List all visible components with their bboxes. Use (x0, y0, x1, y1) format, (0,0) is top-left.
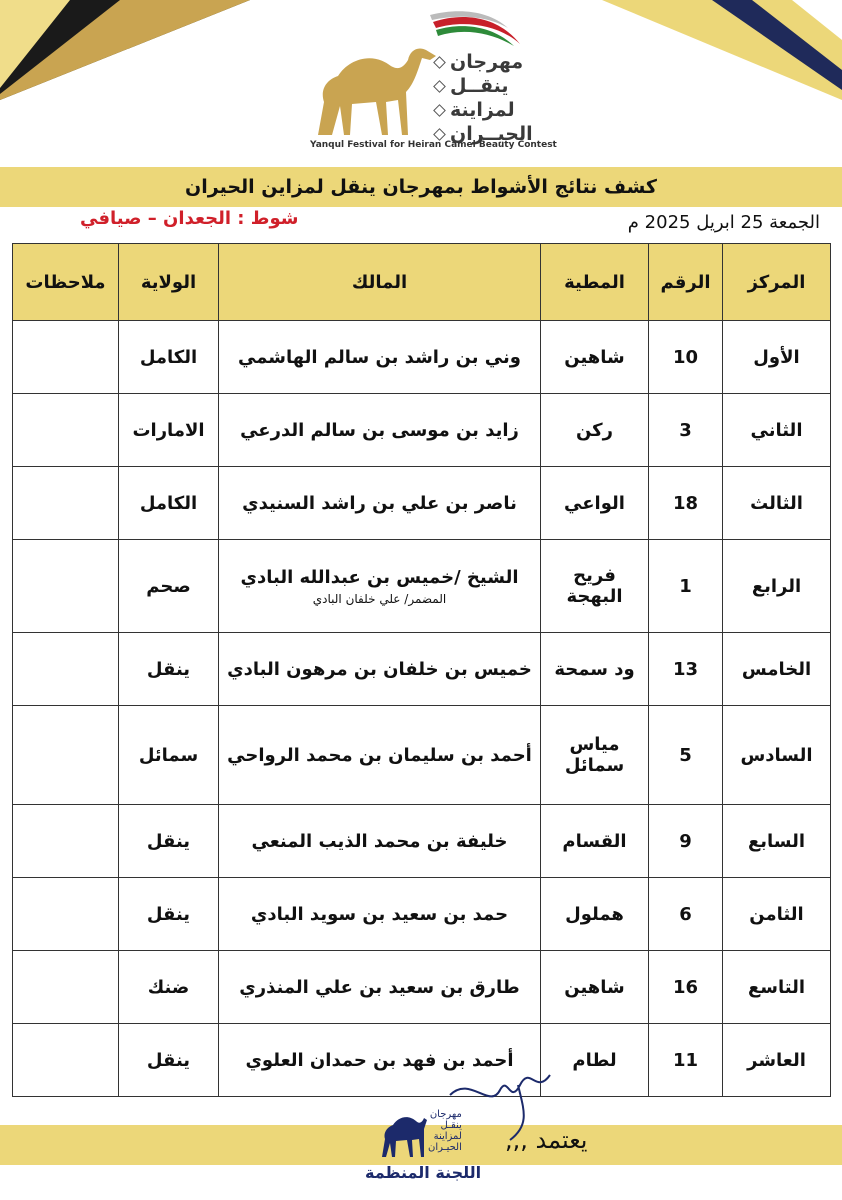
cell-notes (13, 467, 119, 540)
table-row (13, 321, 831, 394)
cell-notes (13, 1024, 119, 1097)
stamp-camel-icon (378, 1109, 428, 1159)
header-owner: المالك (219, 244, 541, 321)
owner-trainer-note: المضمر/ علي خلفان البادي (312, 591, 447, 606)
cell-number: 5 (649, 706, 723, 805)
header-camel: المطية (541, 244, 649, 321)
flag-swoosh-icon (428, 10, 528, 50)
table-row (13, 951, 831, 1024)
owner-name: حمد بن سعيد بن سويد البادي (250, 903, 509, 925)
logo-line: مهرجان (435, 50, 533, 74)
festival-logo (310, 10, 557, 160)
owner-name: زايد بن موسى بن سالم الدرعي (240, 419, 519, 441)
approval-text: يعتمد ,,, (505, 1126, 588, 1154)
cell-number: 11 (649, 1024, 723, 1097)
cell-notes (13, 951, 119, 1024)
owner-name: الشيخ /خميس بن عبدالله البادي (240, 566, 519, 588)
cell-camel: مياس سمائل (541, 706, 649, 805)
logo-title-lines (435, 50, 533, 146)
cell-owner (219, 321, 541, 394)
cell-owner (219, 394, 541, 467)
cell-camel: الواعي (541, 467, 649, 540)
cell-state: صحم (119, 540, 219, 633)
diamond-icon (433, 128, 446, 141)
stamp-text: مهرجان ينقـل لمزاينة الحيـران (428, 1109, 462, 1153)
cell-position: الثامن (723, 878, 831, 951)
committee-stamp (378, 1105, 498, 1167)
table-row (13, 706, 831, 805)
cell-number: 1 (649, 540, 723, 633)
cell-position: السادس (723, 706, 831, 805)
table-header-row (13, 244, 831, 321)
cell-state: الكامل (119, 467, 219, 540)
cell-number: 6 (649, 878, 723, 951)
cell-owner (219, 633, 541, 706)
cell-number: 3 (649, 394, 723, 467)
cell-state: الامارات (119, 394, 219, 467)
table-row (13, 540, 831, 633)
cell-owner (219, 706, 541, 805)
table-row (13, 1024, 831, 1097)
cell-position: الأول (723, 321, 831, 394)
owner-name: ناصر بن علي بن راشد السنيدي (242, 492, 517, 514)
cell-number: 10 (649, 321, 723, 394)
cell-camel: فريح البهجة (541, 540, 649, 633)
cell-camel: هملول (541, 878, 649, 951)
owner-name: أحمد بن فهد بن حمدان العلوي (245, 1049, 514, 1071)
cell-notes (13, 633, 119, 706)
top-left-corner-decoration (0, 0, 260, 110)
cell-state: سمائل (119, 706, 219, 805)
page-title: كشف نتائج الأشواط بمهرجان ينقل لمزاين الحيران (185, 176, 657, 198)
cell-owner (219, 467, 541, 540)
cell-notes (13, 540, 119, 633)
cell-state: ينقل (119, 1024, 219, 1097)
cell-state: ينقل (119, 805, 219, 878)
cell-camel: ركن (541, 394, 649, 467)
header-position: المركز (723, 244, 831, 321)
logo-line: ينقــل (435, 74, 533, 98)
cell-owner (219, 878, 541, 951)
title-band (0, 167, 842, 207)
header-number: الرقم (649, 244, 723, 321)
cell-camel: لطام (541, 1024, 649, 1097)
cell-owner (219, 951, 541, 1024)
cell-position: الثاني (723, 394, 831, 467)
cell-notes (13, 394, 119, 467)
owner-name: أحمد بن سليمان بن محمد الرواحي (227, 744, 532, 766)
organizing-committee-label: اللجنة المنظمة (365, 1163, 482, 1182)
cell-position: التاسع (723, 951, 831, 1024)
diamond-icon (433, 56, 446, 69)
cell-notes (13, 706, 119, 805)
cell-state: ينقل (119, 878, 219, 951)
owner-name: وني بن راشد بن سالم الهاشمي (238, 346, 521, 368)
owner-name: طارق بن سعيد بن علي المنذري (239, 976, 520, 998)
cell-camel: شاهين (541, 321, 649, 394)
header-notes: ملاحظات (13, 244, 119, 321)
cell-camel: القسام (541, 805, 649, 878)
top-right-corner-decoration (602, 0, 842, 110)
cell-number: 9 (649, 805, 723, 878)
date-label: الجمعة 25 ابريل 2025 م (627, 212, 820, 233)
logo-line: لمزاينة (435, 98, 533, 122)
cell-state: الكامل (119, 321, 219, 394)
cell-position: العاشر (723, 1024, 831, 1097)
cell-position: السابع (723, 805, 831, 878)
cell-number: 13 (649, 633, 723, 706)
cell-state: ضنك (119, 951, 219, 1024)
cell-camel: شاهين (541, 951, 649, 1024)
cell-position: الخامس (723, 633, 831, 706)
camel-icon (310, 40, 440, 140)
cell-owner (219, 540, 541, 633)
cell-state: ينقل (119, 633, 219, 706)
cell-notes (13, 805, 119, 878)
table-row (13, 878, 831, 951)
diamond-icon (433, 104, 446, 117)
results-table (12, 243, 831, 1097)
table-row (13, 805, 831, 878)
cell-owner (219, 805, 541, 878)
diamond-icon (433, 80, 446, 93)
cell-notes (13, 321, 119, 394)
cell-position: الرابع (723, 540, 831, 633)
logo-line: الحيــران (435, 122, 533, 146)
header-state: الولاية (119, 244, 219, 321)
owner-name: خليفة بن محمد الذيب المنعي (251, 830, 508, 852)
table-row (13, 633, 831, 706)
table-row (13, 394, 831, 467)
cell-position: الثالث (723, 467, 831, 540)
cell-number: 16 (649, 951, 723, 1024)
round-label: شوط : الجعدان – صيافي (80, 208, 299, 229)
logo-english-text: Yanqul Festival for Heiran Camel Beauty Contest (310, 140, 557, 150)
cell-notes (13, 878, 119, 951)
table-row (13, 467, 831, 540)
cell-number: 18 (649, 467, 723, 540)
owner-name: خميس بن خلفان بن مرهون البادي (227, 658, 532, 680)
cell-camel: ود سمحة (541, 633, 649, 706)
